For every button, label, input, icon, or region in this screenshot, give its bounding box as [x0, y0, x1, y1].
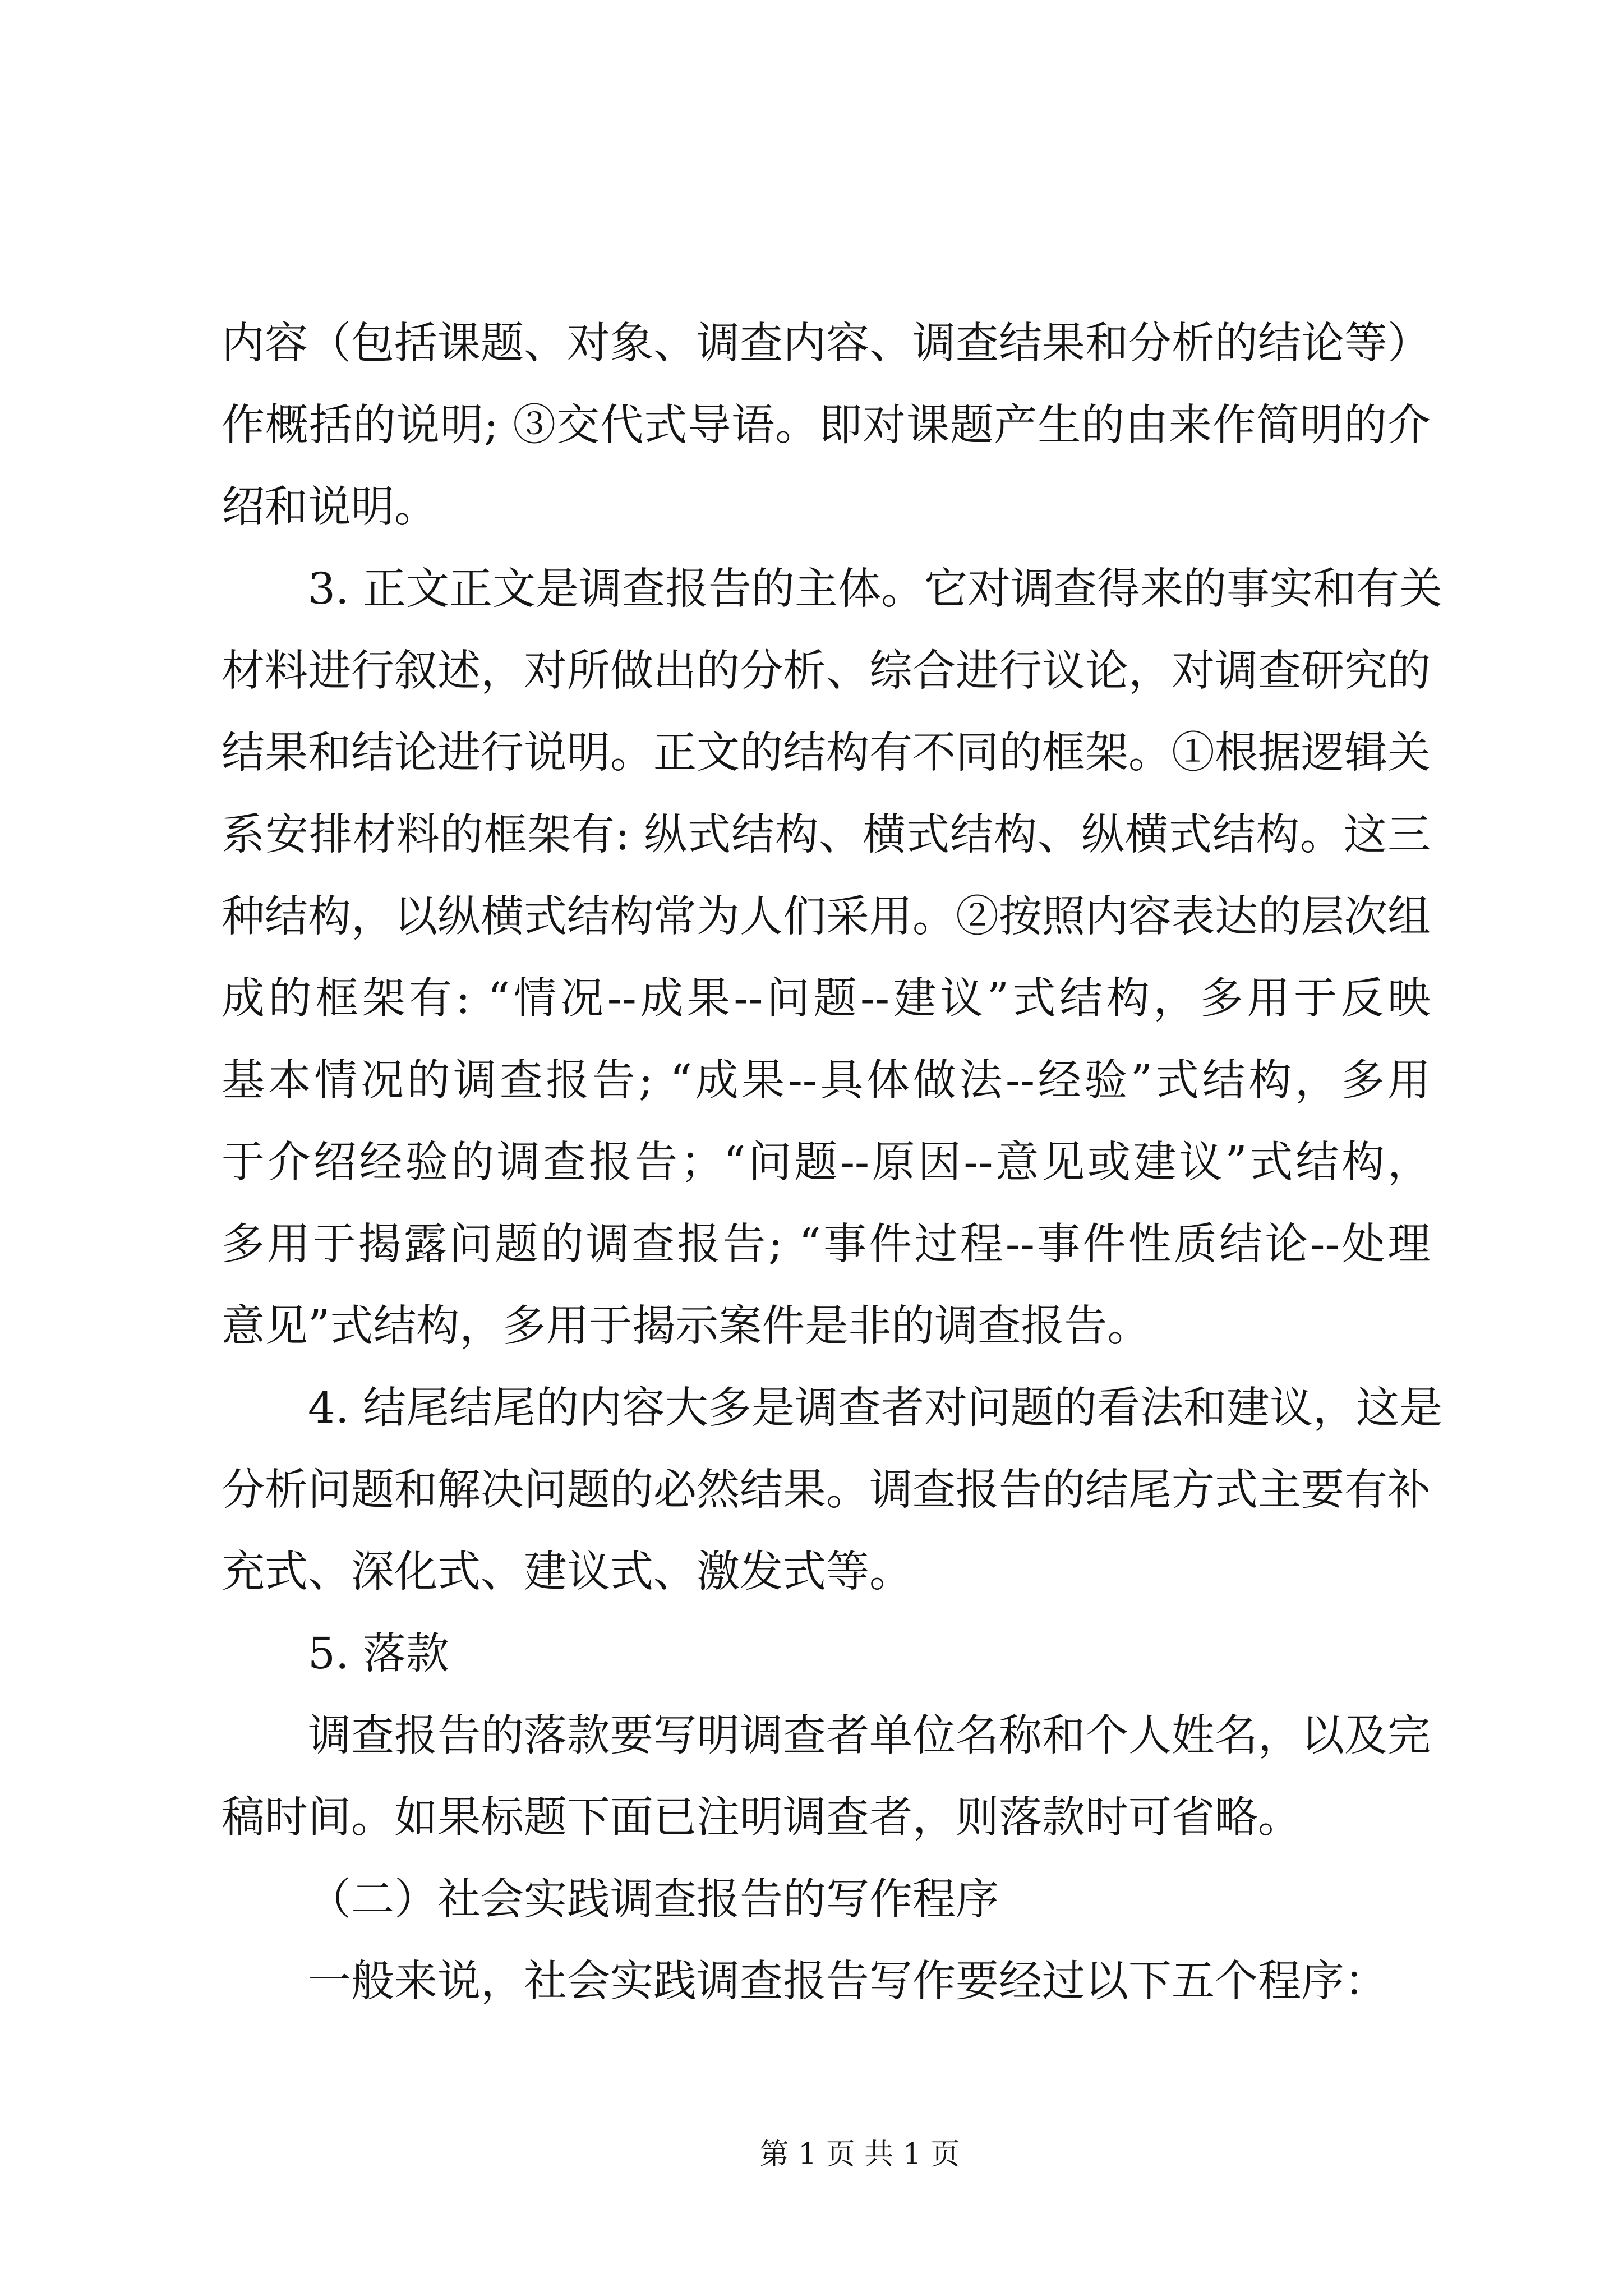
section-heading: [222, 1613, 1431, 1695]
text-line: 绍和说明。: [222, 482, 437, 532]
paragraph: [222, 1368, 1442, 1613]
text-line: （二）社会实践调查报告的写作程序: [308, 1875, 999, 1925]
text-line: 于介绍经验的调查报告；“问题--原因--意见或建议”式结构，: [222, 1138, 1431, 1188]
text-line: 一般来说，社会实践调查报告写作要经过以下五个程序：: [308, 1957, 1387, 2007]
text-line: 5. 落款: [308, 1629, 449, 1679]
text-line: 4. 结尾结尾的内容大多是调查者对问题的看法和建议，这是: [308, 1383, 1442, 1433]
paragraph: [222, 1941, 1431, 2023]
paragraph: [222, 303, 1431, 549]
body-text: [222, 303, 1442, 2023]
text-line: 结果和结论进行说明。正文的结构有不同的框架。①根据逻辑关: [222, 728, 1431, 778]
text-line: 稿时间。如果标题下面已注明调查者，则落款时可省略。: [222, 1793, 1301, 1843]
text-line: 材料进行叙述，对所做出的分析、综合进行议论，对调查研究的: [222, 646, 1431, 696]
text-line: 内容（包括课题、对象、调查内容、调查结果和分析的结论等）: [222, 319, 1431, 369]
text-line: 分析问题和解决问题的必然结果。调查报告的结尾方式主要有补: [222, 1465, 1431, 1515]
text-line: 系安排材料的框架有: 纵式结构、横式结构、纵横式结构。这三: [222, 810, 1431, 860]
text-line: 基本情况的调查报告; “成果--具体做法--经验”式结构，多用: [222, 1056, 1431, 1106]
footer-page-number: 第 1 页 共 1 页: [759, 2138, 960, 2171]
section-heading: [222, 1859, 1431, 1941]
paragraph: [222, 1695, 1431, 1859]
paragraph: [222, 549, 1442, 1368]
text-line: 作概括的说明; ③交代式导语。即对课题产生的由来作简明的介: [222, 401, 1431, 450]
text-line: 多用于揭露问题的调查报告; “事件过程--事件性质结论--处理: [222, 1220, 1431, 1269]
text-line: 种结构，以纵横式结构常为人们采用。②按照内容表达的层次组: [222, 892, 1431, 942]
text-line: 充式、深化式、建议式、激发式等。: [222, 1547, 912, 1597]
text-line: 3. 正文正文是调查报告的主体。它对调查得来的事实和有关: [308, 564, 1442, 614]
text-line: 调查报告的落款要写明调查者单位名称和个人姓名，以及完: [308, 1711, 1431, 1761]
text-line: 意见”式结构，多用于揭示案件是非的调查报告。: [222, 1301, 1151, 1351]
text-line: 成的框架有: “情况--成果--问题--建议”式结构，多用于反映: [222, 974, 1431, 1024]
